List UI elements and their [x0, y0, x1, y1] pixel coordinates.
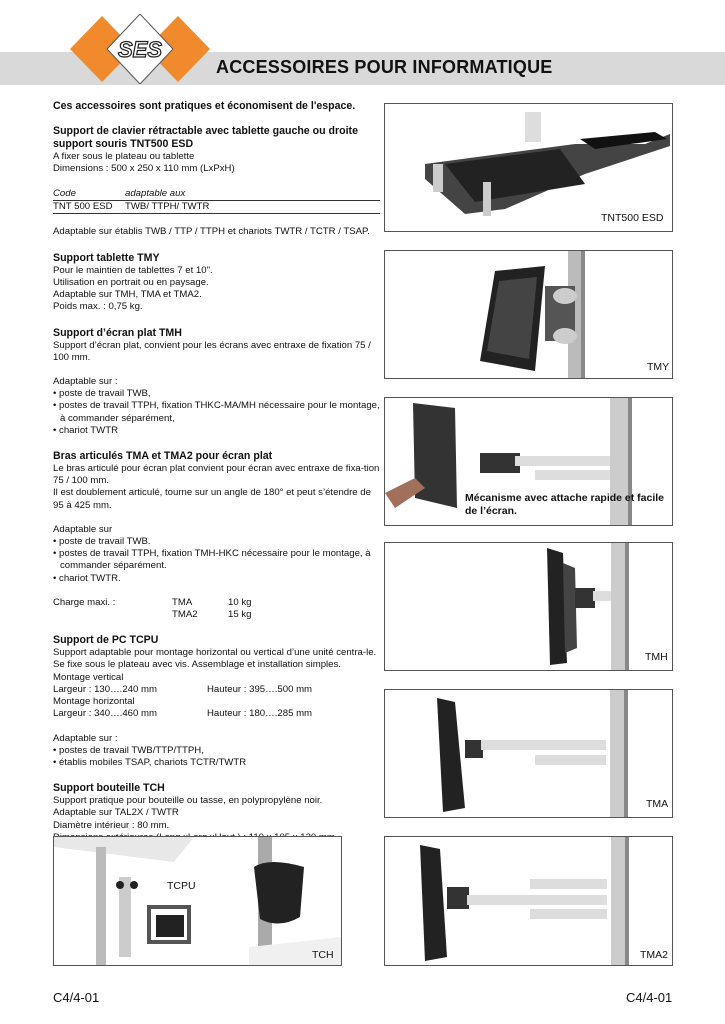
tma-bullet: • poste de travail TWB.	[53, 536, 151, 548]
caption-mechanism: Mécanisme avec attache rapide et facile de l’écran.	[465, 492, 665, 517]
tcpu-adapt-label: Adaptable sur :	[53, 732, 118, 744]
caption-tnt500: TNT500 ESD	[601, 212, 664, 224]
tch-line: Support pratique pour bouteille ou tasse, en polypropylène noir.	[53, 795, 323, 807]
tma-bullet: • chariot TWTR.	[53, 572, 121, 584]
tmh-bullet: • chariot TWTR	[53, 424, 119, 436]
logo-text: SES	[117, 37, 163, 62]
photo-tma	[384, 689, 673, 818]
tcpu-vert-row	[53, 684, 383, 696]
tmy-line: Utilisation en portrait ou en paysage.	[53, 277, 209, 289]
table-header-code: Code	[53, 188, 125, 201]
tcpu-line: Se fixe sous le plateau avec vis. Assemblage et installation simples.	[53, 659, 341, 671]
tmy-line: Pour le maintien de tablettes 7 et 10".	[53, 264, 213, 276]
tmy-heading: Support tablette TMY	[53, 251, 160, 264]
tma-line: Le bras articulé pour écran plat convient pour écran avec entraxe de fixa-tion 75 / 100 mm.	[53, 463, 380, 487]
tcpu-bullet: • postes de travail TWB/TTP/TTPH,	[53, 744, 204, 756]
charge-row	[53, 597, 383, 609]
tnt-table	[53, 188, 380, 214]
tcpu-vert-label: Montage vertical	[53, 671, 124, 683]
tcpu-horiz-label: Montage horizontal	[53, 696, 135, 708]
tnt-note: Adaptable sur établis TWB / TTP / TTPH et chariots TWTR / TCTR / TSAP.	[53, 225, 370, 237]
tma-monitor-image	[385, 690, 672, 817]
tcpu-heading: Support de PC TCPU	[53, 634, 159, 647]
tch-line: Adaptable sur TAL2X / TWTR	[53, 807, 179, 819]
tmh-monitor-image	[385, 543, 672, 670]
tnt-heading: Support de clavier rétractable avec tablette gauche ou droite support souris TNT500 ESD	[53, 125, 358, 151]
tmh-line: Support d’écran plat, convient pour les écrans avec entraxe de fixation 75 / 100 mm.	[53, 339, 371, 363]
caption-tmh: TMH	[645, 651, 668, 663]
caption-tcpu: TCPU	[167, 880, 196, 892]
footer-page-left: C4/4-01	[53, 990, 100, 1005]
caption-tch: TCH	[312, 949, 334, 961]
tmy-line: Poids max. : 0,75 kg.	[53, 301, 143, 313]
intro-text: Ces accessoires sont pratiques et économisent de l'espace.	[53, 100, 356, 112]
table-cell-adaptable: TWB/ TTPH/ TWTR	[125, 200, 380, 213]
charge-model: TMA	[172, 596, 193, 608]
tcpu-line: Support adaptable pour montage horizontal ou vertical d’une unité centra-le.	[53, 647, 377, 659]
photo-tma2	[384, 836, 673, 966]
caption-tma: TMA	[646, 798, 669, 810]
page-title: ACCESSOIRES POUR INFORMATIQUE	[216, 57, 553, 77]
footer-page-right: C4/4-01	[626, 990, 673, 1005]
photo-tmy	[384, 250, 673, 379]
tcpu-vert-height: Hauteur : 395….500 mm	[207, 683, 313, 695]
photo-tcpu-tch	[53, 836, 342, 966]
tnt-line: Dimensions : 500 x 250 x 110 mm (LxPxH)	[53, 163, 235, 175]
tch-heading: Support bouteille TCH	[53, 782, 165, 795]
table-header-adaptable: adaptable aux	[125, 188, 380, 201]
tmh-bullet: • postes de travail TTPH, fixation THKC-MA/MH nécessaire pour le montage, à commander séparément,	[53, 400, 380, 424]
ses-logo	[70, 14, 210, 84]
tcpu-horiz-row	[53, 708, 383, 720]
tma-bullet: • postes de travail TTPH, fixation TMH-HKC nécessaire pour le montage, à commander séparément.	[53, 548, 371, 572]
caption-tma2: TMA2	[640, 949, 669, 961]
charge-row	[53, 609, 383, 621]
tma2-monitor-image	[385, 837, 672, 965]
tnt-line: A fixer sous le plateau ou tablette	[53, 151, 195, 163]
text-column	[53, 100, 383, 844]
tcpu-horiz-height: Hauteur : 180….285 mm	[207, 708, 313, 720]
tma-line: Il est doublement articulé, tourne sur un angle de 180° et peut s’étendre de 95 à 425 mm.	[53, 487, 371, 511]
tma-heading: Bras articulés TMA et TMA2 pour écran plat	[53, 450, 273, 463]
tma-adapt-label: Adaptable sur	[53, 523, 113, 535]
photo-tmh	[384, 542, 673, 671]
charge-model: TMA2	[172, 609, 198, 621]
tablet-holder-image	[385, 251, 672, 378]
tcpu-bullet: • établis mobiles TSAP, chariots TCTR/TWTR	[53, 756, 247, 768]
tmh-heading: Support d’écran plat TMH	[53, 326, 182, 339]
photo-mechanism	[384, 397, 673, 526]
tch-line: Diamètre intérieur : 80 mm.	[53, 819, 170, 831]
charge-value: 10 kg	[228, 596, 252, 608]
tmh-bullet: • poste de travail TWB,	[53, 388, 151, 400]
tmy-line: Adaptable sur TMH, TMA et TMA2.	[53, 289, 202, 301]
tmh-adapt-label: Adaptable sur :	[53, 376, 118, 388]
caption-tmy: TMY	[647, 361, 670, 373]
tcpu-horiz-width: Largeur : 340….460 mm	[53, 708, 157, 720]
charge-label: Charge maxi. :	[53, 596, 116, 608]
photo-tnt500	[384, 103, 673, 232]
tcpu-tch-image	[54, 837, 341, 965]
tcpu-vert-width: Largeur : 130….240 mm	[53, 683, 157, 695]
table-cell-code: TNT 500 ESD	[53, 200, 125, 213]
charge-value: 15 kg	[228, 609, 252, 621]
